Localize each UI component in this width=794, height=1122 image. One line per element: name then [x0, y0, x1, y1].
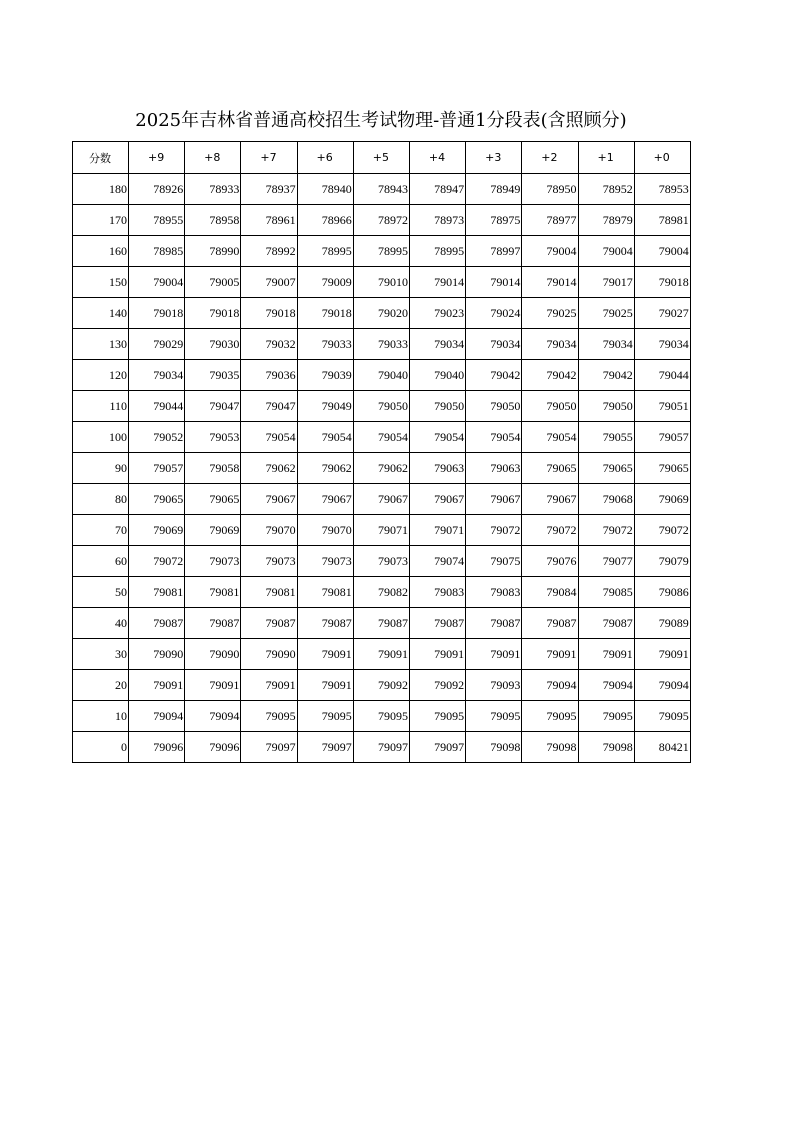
- table-row: [73, 174, 691, 205]
- score-cell: 170: [73, 205, 129, 236]
- count-cell: 79051: [634, 391, 690, 422]
- count-cell: 79081: [241, 577, 297, 608]
- count-cell: 79097: [353, 732, 409, 763]
- count-cell: 79087: [522, 608, 578, 639]
- count-cell: 79057: [129, 453, 185, 484]
- count-cell: 79094: [129, 701, 185, 732]
- score-cell: 110: [73, 391, 129, 422]
- count-cell: 79030: [185, 329, 241, 360]
- count-cell: 79010: [353, 267, 409, 298]
- count-cell: 79044: [129, 391, 185, 422]
- count-cell: 79054: [522, 422, 578, 453]
- count-cell: 79083: [466, 577, 522, 608]
- header-cell-offset: +1: [578, 142, 634, 174]
- count-cell: 79058: [185, 453, 241, 484]
- score-cell: 20: [73, 670, 129, 701]
- count-cell: 79065: [522, 453, 578, 484]
- count-cell: 79004: [522, 236, 578, 267]
- count-cell: 79087: [353, 608, 409, 639]
- count-cell: 79085: [578, 577, 634, 608]
- count-cell: 78955: [129, 205, 185, 236]
- count-cell: 79009: [297, 267, 353, 298]
- count-cell: 78973: [409, 205, 465, 236]
- count-cell: 79095: [466, 701, 522, 732]
- header-cell-offset: +3: [466, 142, 522, 174]
- count-cell: 79062: [353, 453, 409, 484]
- count-cell: 78990: [185, 236, 241, 267]
- count-cell: 79063: [409, 453, 465, 484]
- count-cell: 79005: [185, 267, 241, 298]
- count-cell: 79025: [578, 298, 634, 329]
- count-cell: 79054: [241, 422, 297, 453]
- count-cell: 79073: [353, 546, 409, 577]
- count-cell: 79084: [522, 577, 578, 608]
- count-cell: 79039: [297, 360, 353, 391]
- count-cell: 79014: [466, 267, 522, 298]
- count-cell: 79035: [185, 360, 241, 391]
- count-cell: 79004: [634, 236, 690, 267]
- table-row: [73, 298, 691, 329]
- count-cell: 79081: [297, 577, 353, 608]
- score-cell: 130: [73, 329, 129, 360]
- count-cell: 79029: [129, 329, 185, 360]
- count-cell: 79095: [241, 701, 297, 732]
- count-cell: 79069: [129, 515, 185, 546]
- score-cell: 40: [73, 608, 129, 639]
- count-cell: 79069: [634, 484, 690, 515]
- count-cell: 79055: [578, 422, 634, 453]
- count-cell: 79018: [297, 298, 353, 329]
- count-cell: 79096: [185, 732, 241, 763]
- count-cell: 78979: [578, 205, 634, 236]
- count-cell: 79033: [353, 329, 409, 360]
- count-cell: 79054: [466, 422, 522, 453]
- count-cell: 78958: [185, 205, 241, 236]
- count-cell: 79032: [241, 329, 297, 360]
- count-cell: 79054: [297, 422, 353, 453]
- header-cell-offset: +4: [409, 142, 465, 174]
- count-cell: 79034: [634, 329, 690, 360]
- count-cell: 79057: [634, 422, 690, 453]
- count-cell: 79033: [297, 329, 353, 360]
- count-cell: 79073: [185, 546, 241, 577]
- table-row: [73, 577, 691, 608]
- count-cell: 78952: [578, 174, 634, 205]
- count-cell: 79034: [578, 329, 634, 360]
- count-cell: 79097: [297, 732, 353, 763]
- count-cell: 79040: [353, 360, 409, 391]
- count-cell: 79025: [522, 298, 578, 329]
- count-cell: 79079: [634, 546, 690, 577]
- count-cell: 79044: [634, 360, 690, 391]
- count-cell: 79072: [466, 515, 522, 546]
- count-cell: 79027: [634, 298, 690, 329]
- count-cell: 79098: [578, 732, 634, 763]
- count-cell: 79091: [297, 639, 353, 670]
- count-cell: 79054: [353, 422, 409, 453]
- count-cell: 79074: [409, 546, 465, 577]
- count-cell: 79047: [185, 391, 241, 422]
- count-cell: 79047: [241, 391, 297, 422]
- count-cell: 79076: [522, 546, 578, 577]
- count-cell: 79065: [185, 484, 241, 515]
- count-cell: 79090: [241, 639, 297, 670]
- count-cell: 79094: [522, 670, 578, 701]
- count-cell: 79091: [297, 670, 353, 701]
- count-cell: 79067: [466, 484, 522, 515]
- count-cell: 79072: [129, 546, 185, 577]
- page-title: 2025年吉林省普通高校招生考试物理-普通1分段表(含照顾分): [135, 110, 627, 131]
- score-cell: 80: [73, 484, 129, 515]
- count-cell: 79054: [409, 422, 465, 453]
- count-cell: 79095: [522, 701, 578, 732]
- count-cell: 79034: [129, 360, 185, 391]
- count-cell: 79065: [129, 484, 185, 515]
- count-cell: 78926: [129, 174, 185, 205]
- count-cell: 79091: [522, 639, 578, 670]
- count-cell: 79095: [353, 701, 409, 732]
- score-cell: 60: [73, 546, 129, 577]
- count-cell: 79053: [185, 422, 241, 453]
- table-body: [73, 174, 691, 763]
- count-cell: 79091: [578, 639, 634, 670]
- count-cell: 79087: [578, 608, 634, 639]
- count-cell: 79095: [578, 701, 634, 732]
- table-row: [73, 701, 691, 732]
- score-cell: 30: [73, 639, 129, 670]
- count-cell: 79034: [409, 329, 465, 360]
- count-cell: 79086: [634, 577, 690, 608]
- count-cell: 79073: [241, 546, 297, 577]
- count-cell: 79018: [241, 298, 297, 329]
- table-row: [73, 236, 691, 267]
- count-cell: 79071: [409, 515, 465, 546]
- count-cell: 79018: [634, 267, 690, 298]
- count-cell: 79092: [353, 670, 409, 701]
- count-cell: 79087: [409, 608, 465, 639]
- table-row: [73, 329, 691, 360]
- count-cell: 79050: [466, 391, 522, 422]
- header-cell-offset: +5: [353, 142, 409, 174]
- score-cell: 0: [73, 732, 129, 763]
- count-cell: 79014: [409, 267, 465, 298]
- count-cell: 79072: [522, 515, 578, 546]
- score-distribution-table: [72, 141, 691, 763]
- count-cell: 79090: [185, 639, 241, 670]
- count-cell: 79091: [353, 639, 409, 670]
- count-cell: 79018: [129, 298, 185, 329]
- count-cell: 79023: [409, 298, 465, 329]
- count-cell: 79050: [522, 391, 578, 422]
- table-row: [73, 732, 691, 763]
- score-cell: 50: [73, 577, 129, 608]
- count-cell: 79068: [578, 484, 634, 515]
- table-row: [73, 515, 691, 546]
- count-cell: 79098: [522, 732, 578, 763]
- count-cell: 79095: [634, 701, 690, 732]
- header-cell-offset: +0: [634, 142, 690, 174]
- count-cell: 79065: [578, 453, 634, 484]
- score-cell: 100: [73, 422, 129, 453]
- count-cell: 79098: [466, 732, 522, 763]
- count-cell: 78947: [409, 174, 465, 205]
- count-cell: 79067: [241, 484, 297, 515]
- count-cell: 79077: [578, 546, 634, 577]
- score-cell: 140: [73, 298, 129, 329]
- count-cell: 79087: [241, 608, 297, 639]
- table-header-row: [73, 142, 691, 174]
- count-cell: 78995: [353, 236, 409, 267]
- count-cell: 79067: [522, 484, 578, 515]
- count-cell: 79083: [409, 577, 465, 608]
- table-row: [73, 670, 691, 701]
- table-row: [73, 267, 691, 298]
- count-cell: 79071: [353, 515, 409, 546]
- count-cell: 78981: [634, 205, 690, 236]
- count-cell: 79094: [185, 701, 241, 732]
- table-row: [73, 422, 691, 453]
- count-cell: 79065: [634, 453, 690, 484]
- count-cell: 79091: [409, 639, 465, 670]
- count-cell: 78995: [409, 236, 465, 267]
- count-cell: 78977: [522, 205, 578, 236]
- count-cell: 78950: [522, 174, 578, 205]
- count-cell: 79050: [353, 391, 409, 422]
- table-row: [73, 205, 691, 236]
- count-cell: 79091: [466, 639, 522, 670]
- count-cell: 79040: [409, 360, 465, 391]
- score-cell: 180: [73, 174, 129, 205]
- count-cell: 79004: [578, 236, 634, 267]
- count-cell: 78949: [466, 174, 522, 205]
- count-cell: 79067: [353, 484, 409, 515]
- count-cell: 79034: [522, 329, 578, 360]
- count-cell: 80421: [634, 732, 690, 763]
- count-cell: 78997: [466, 236, 522, 267]
- count-cell: 79081: [129, 577, 185, 608]
- count-cell: 79094: [578, 670, 634, 701]
- count-cell: 79093: [466, 670, 522, 701]
- count-cell: 78995: [297, 236, 353, 267]
- count-cell: 79069: [185, 515, 241, 546]
- count-cell: 79070: [241, 515, 297, 546]
- count-cell: 79091: [241, 670, 297, 701]
- count-cell: 79062: [297, 453, 353, 484]
- count-cell: 78940: [297, 174, 353, 205]
- count-cell: 79089: [634, 608, 690, 639]
- count-cell: 78943: [353, 174, 409, 205]
- count-cell: 79020: [353, 298, 409, 329]
- count-cell: 79024: [466, 298, 522, 329]
- count-cell: 78972: [353, 205, 409, 236]
- table-row: [73, 546, 691, 577]
- count-cell: 78961: [241, 205, 297, 236]
- count-cell: 79063: [466, 453, 522, 484]
- count-cell: 79096: [129, 732, 185, 763]
- count-cell: 79097: [409, 732, 465, 763]
- score-cell: 10: [73, 701, 129, 732]
- count-cell: 79042: [578, 360, 634, 391]
- count-cell: 79004: [129, 267, 185, 298]
- header-cell-score: 分数: [73, 142, 129, 174]
- score-cell: 120: [73, 360, 129, 391]
- count-cell: 79082: [353, 577, 409, 608]
- score-cell: 70: [73, 515, 129, 546]
- count-cell: 79094: [634, 670, 690, 701]
- count-cell: 79014: [522, 267, 578, 298]
- count-cell: 79087: [466, 608, 522, 639]
- header-cell-offset: +9: [129, 142, 185, 174]
- count-cell: 79062: [241, 453, 297, 484]
- count-cell: 79067: [297, 484, 353, 515]
- count-cell: 79042: [466, 360, 522, 391]
- count-cell: 79073: [297, 546, 353, 577]
- count-cell: 79018: [185, 298, 241, 329]
- table-row: [73, 360, 691, 391]
- count-cell: 79072: [578, 515, 634, 546]
- count-cell: 78953: [634, 174, 690, 205]
- header-cell-offset: +8: [185, 142, 241, 174]
- count-cell: 79095: [297, 701, 353, 732]
- score-cell: 160: [73, 236, 129, 267]
- count-cell: 79036: [241, 360, 297, 391]
- count-cell: 79075: [466, 546, 522, 577]
- count-cell: 78966: [297, 205, 353, 236]
- count-cell: 79097: [241, 732, 297, 763]
- count-cell: 79092: [409, 670, 465, 701]
- count-cell: 79034: [466, 329, 522, 360]
- table-row: [73, 484, 691, 515]
- count-cell: 79091: [129, 670, 185, 701]
- count-cell: 79087: [297, 608, 353, 639]
- score-cell: 90: [73, 453, 129, 484]
- count-cell: 78992: [241, 236, 297, 267]
- table-row: [73, 608, 691, 639]
- count-cell: 79091: [634, 639, 690, 670]
- count-cell: 79095: [409, 701, 465, 732]
- count-cell: 79007: [241, 267, 297, 298]
- header-cell-offset: +7: [241, 142, 297, 174]
- table-row: [73, 391, 691, 422]
- count-cell: 79081: [185, 577, 241, 608]
- count-cell: 79052: [129, 422, 185, 453]
- count-cell: 79050: [578, 391, 634, 422]
- count-cell: 79090: [129, 639, 185, 670]
- header-cell-offset: +6: [297, 142, 353, 174]
- table-row: [73, 453, 691, 484]
- header-cell-offset: +2: [522, 142, 578, 174]
- count-cell: 78937: [241, 174, 297, 205]
- count-cell: 79087: [185, 608, 241, 639]
- count-cell: 79072: [634, 515, 690, 546]
- count-cell: 79017: [578, 267, 634, 298]
- count-cell: 79091: [185, 670, 241, 701]
- count-cell: 79042: [522, 360, 578, 391]
- count-cell: 79050: [409, 391, 465, 422]
- table-row: [73, 639, 691, 670]
- count-cell: 79067: [409, 484, 465, 515]
- count-cell: 79087: [129, 608, 185, 639]
- count-cell: 79049: [297, 391, 353, 422]
- count-cell: 79070: [297, 515, 353, 546]
- count-cell: 78975: [466, 205, 522, 236]
- count-cell: 78933: [185, 174, 241, 205]
- score-cell: 150: [73, 267, 129, 298]
- count-cell: 78985: [129, 236, 185, 267]
